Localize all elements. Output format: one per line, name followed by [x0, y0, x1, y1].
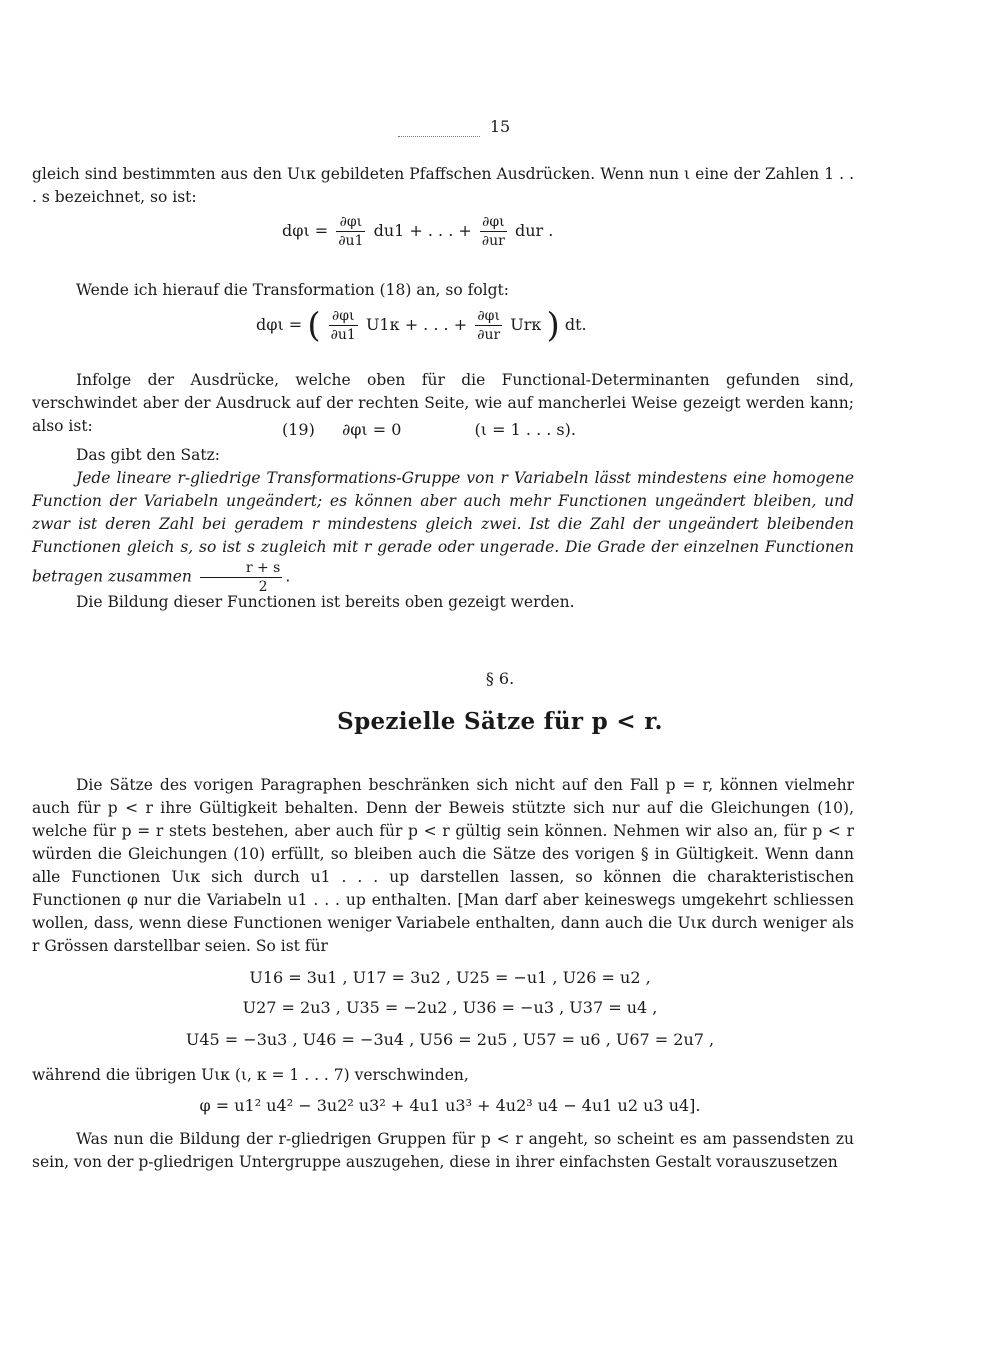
section-title: Spezielle Sätze für p < r.: [337, 708, 663, 735]
paragraph-transformation: Wende ich hierauf die Transformation (18) an, so folgt:: [76, 281, 509, 299]
theorem-frac-den: 2: [258, 579, 268, 595]
page-number-rule: [398, 136, 480, 137]
page-number: 15: [489, 117, 511, 136]
equation-dphi: [282, 213, 553, 250]
paragraph-remaining-u: während die übrigen Uικ (ι, κ = 1 . . . 7) verschwinden,: [32, 1066, 469, 1084]
eq2-term2-tail: Urκ: [510, 315, 542, 334]
eq2-left-paren: (: [307, 305, 321, 346]
equation-u-line-3: U45 = −3u3 , U46 = −3u4 , U56 = 2u5 , U57 = u6 , U67 = 2u7 ,: [185, 1030, 715, 1049]
eq2-frac1-den: ∂u1: [330, 327, 356, 343]
paragraph-bildung: Die Bildung dieser Functionen ist bereits oben gezeigt werden.: [76, 593, 575, 611]
theorem-body: Jede lineare r-gliedrige Transformations-Gruppe von r Variabeln lässt mindestens eine homogene Function der Variabeln ungeändert; es können aber auch mehr Functionen ungeändert bleiben, und zwar ist deren Zahl bei geradem r mindestens gleich zwei. Ist die Zahl der ungeändert bleibenden Functionen gleich s, so ist s zugleich mit r gerade oder ungerade. Die Grade der einzelnen Functionen betragen zusammen: [32, 469, 854, 586]
paragraph-special-theorems: Die Sätze des vorigen Paragraphen beschränken sich nicht auf den Fall p = r, können vielmehr auch für p < r ihre Gültigkeit behalten. Denn der Beweis stützte sich nur auf die Gleichungen (10), welche für p = r stets bestehen, aber auch für p < r gültig sein können. Nehmen wir also an, für p < r würden die Gleichungen (10) erfüllt, so bleiben auch die Sätze des vorigen § in Gültigkeit. Wenn dann alle Functionen Uικ sich durch u1 . . . up darstellen lassen, so können die charakteristischen Functionen φ nur die Variabeln u1 . . . up enthalten. [Man darf aber keineswegs umgekehrt schliessen wollen, dass, wenn diese Functionen weniger Variabele enthalten, dann auch die Uικ durch weniger als r Grössen darstellbar seien. So ist für: [32, 776, 854, 955]
theorem-text: [32, 467, 854, 596]
eq2-right-paren: ): [546, 305, 560, 346]
eq2-frac2-num: ∂φι: [475, 307, 502, 326]
paragraph-r-gliedrige-gruppen: Was nun die Bildung der r-gliedrigen Gruppen für p < r angeht, so scheint es am passendsten zu sein, von der p-gliedrigen Untergruppe auszugehen, diese in ihrer einfachsten Gestalt vorauszusetzen: [32, 1130, 854, 1171]
eq2-fraction-1: [329, 307, 358, 344]
eq2-end: dt.: [564, 315, 587, 334]
eq1-fraction-2: [480, 213, 507, 250]
eq1-term2-tail: dur .: [514, 221, 554, 240]
equation-phi-polynomial: φ = u1² u4² − 3u2² u3² + 4u1 u3³ + 4u2³ u4 − 4u1 u2 u3 u4].: [199, 1096, 701, 1115]
eq2-term1-tail: U1κ + . . . +: [365, 315, 468, 334]
eq1-fraction-1: [336, 213, 365, 250]
eq3-label: (19): [282, 420, 315, 439]
eq1-term1-tail: du1 + . . . +: [373, 221, 472, 240]
eq1-frac1-den: ∂u1: [338, 233, 364, 249]
eq2-frac1-num: ∂φι: [329, 307, 358, 326]
eq1-lhs: dφι =: [282, 221, 329, 240]
eq3-range: (ι = 1 . . . s).: [474, 420, 576, 439]
paragraph-satz-intro: Das gibt den Satz:: [76, 446, 220, 464]
paragraph-intro: gleich sind bestimmten aus den Uικ gebildeten Pfaffschen Ausdrücken. Wenn nun ι eine der Zahlen 1 . . . s bezeichnet, so ist:: [32, 165, 854, 206]
eq1-frac2-den: ∂ur: [481, 233, 505, 249]
equation-u-line-2: U27 = 2u3 , U35 = −2u2 , U36 = −u3 , U37 = u4 ,: [242, 998, 658, 1017]
eq1-frac2-num: ∂φι: [480, 213, 507, 232]
eq2-fraction-2: [475, 307, 502, 344]
theorem-end: .: [285, 567, 291, 586]
equation-u-line-1: U16 = 3u1 , U17 = 3u2 , U25 = −u1 , U26 = u2 ,: [249, 968, 651, 987]
eq2-frac2-den: ∂ur: [477, 327, 501, 343]
equation-19: [282, 418, 576, 441]
eq1-frac1-num: ∂φι: [336, 213, 365, 232]
paragraph-functional-determinants: Infolge der Ausdrücke, welche oben für die Functional-Determinanten gefunden sind, verschwindet aber der Ausdruck auf der rechten Seite, wie auf mancherlei Weise gezeigt werden kann; also ist:: [32, 371, 854, 435]
section-number: § 6.: [485, 669, 515, 688]
equation-dphi-transformed: [256, 307, 587, 344]
eq2-lhs: dφι =: [256, 315, 303, 334]
eq3-formula: ∂φι = 0: [341, 420, 402, 439]
theorem-frac-num: r + s: [200, 559, 283, 578]
